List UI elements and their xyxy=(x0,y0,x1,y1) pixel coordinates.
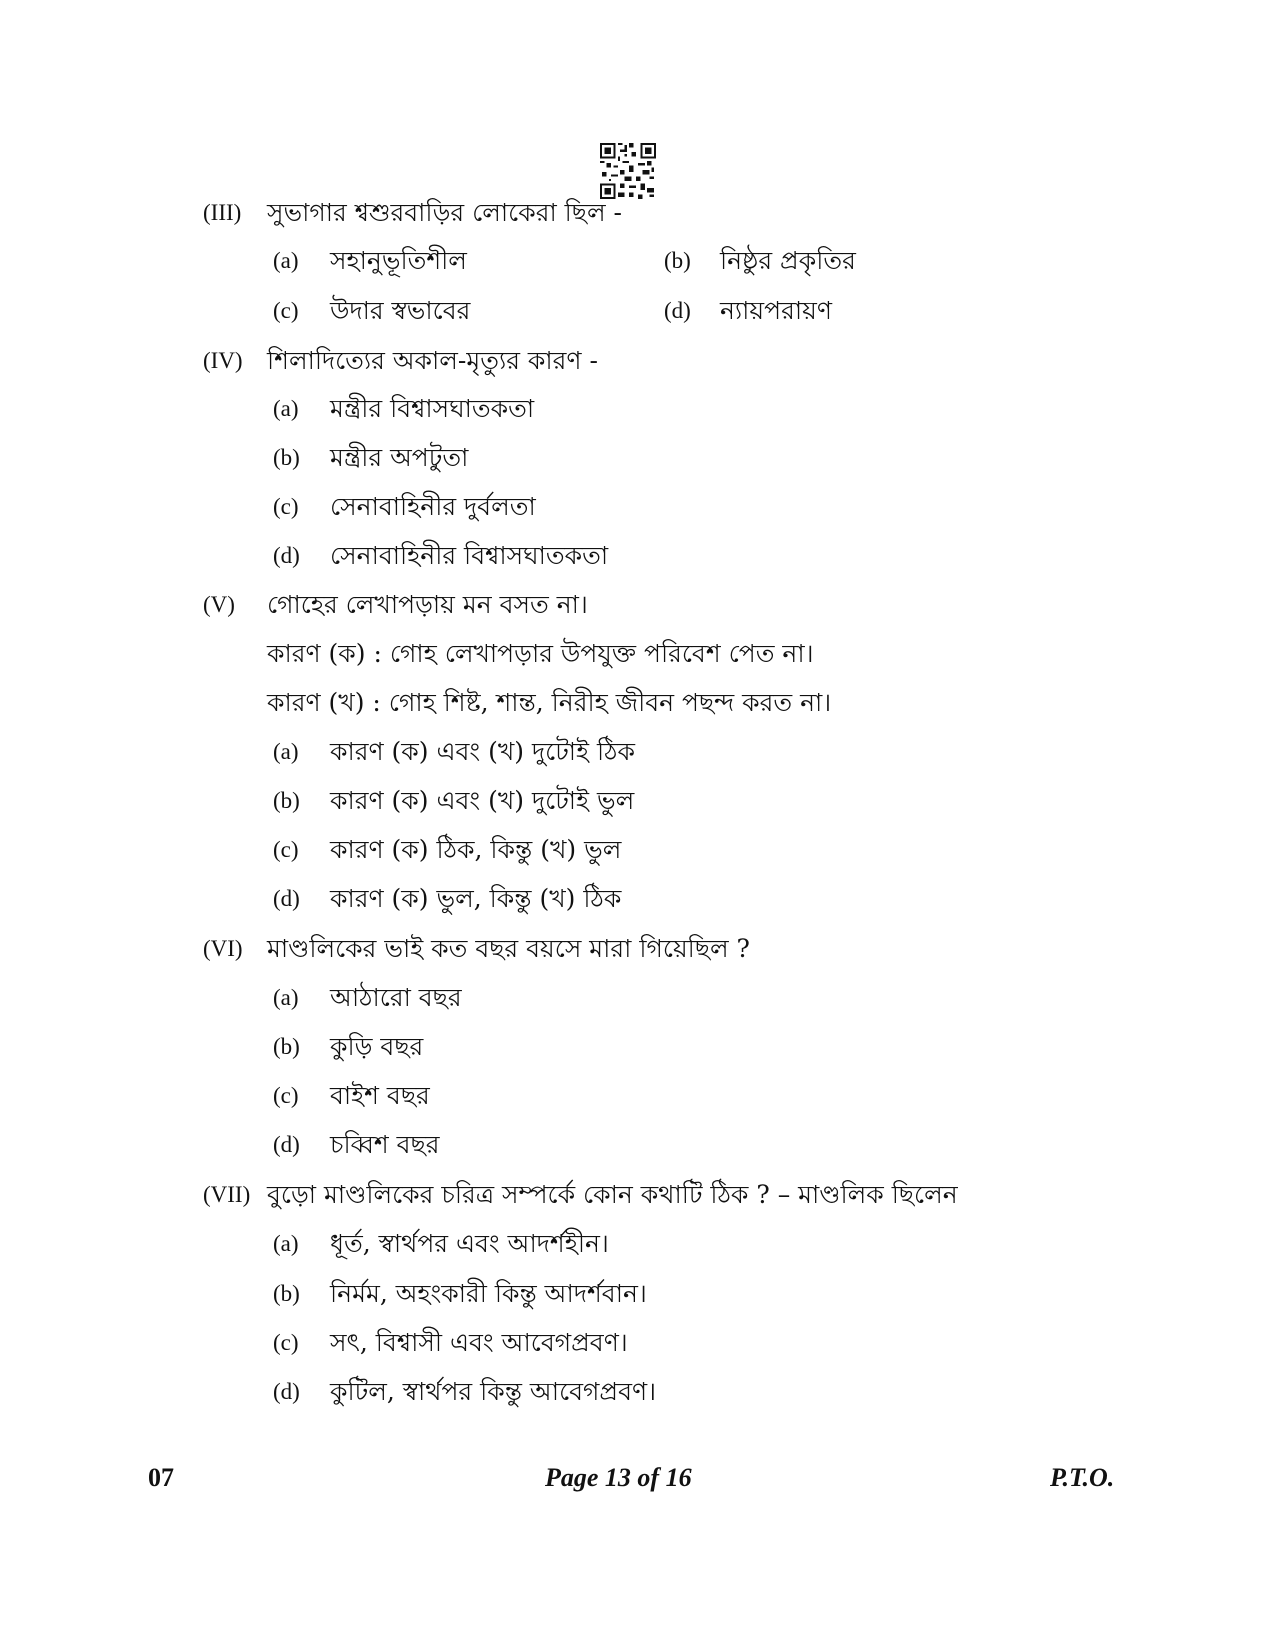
option-text: বাইশ বছর xyxy=(330,1081,430,1110)
option-label: (d) xyxy=(273,1132,300,1157)
pto-label: P.T.O. xyxy=(1050,1463,1115,1492)
question-number: (V) xyxy=(203,592,235,617)
option-text: সৎ, বিশ্বাসী এবং আবেগপ্রবণ। xyxy=(330,1328,628,1357)
option-text: আঠারো বছর xyxy=(330,983,462,1012)
option-text: কারণ (ক) ভুল, কিন্তু (খ) ঠিক xyxy=(330,884,622,913)
option-label: (c) xyxy=(273,1330,299,1355)
option-label: (c) xyxy=(273,1083,299,1108)
question-number: (VII) xyxy=(203,1182,251,1207)
option-text: মন্ত্রীর অপটুতা xyxy=(330,443,469,472)
question-text: গোহের লেখাপড়ায় মন বসত না। xyxy=(267,590,588,619)
option-text: ধূর্ত, স্বার্থপর এবং আদর্শহীন। xyxy=(330,1229,609,1258)
option-label: (d) xyxy=(273,886,300,911)
paper-code: 07 xyxy=(148,1463,174,1492)
option-text: কারণ (ক) এবং (খ) দুটোই ভুল xyxy=(330,786,635,815)
option-label: (a) xyxy=(273,396,299,421)
option-label: (b) xyxy=(273,445,300,470)
question-number: (VI) xyxy=(203,936,243,961)
option-label: (b) xyxy=(664,248,691,273)
option-text: চব্বিশ বছর xyxy=(330,1130,440,1159)
option-label: (d) xyxy=(664,298,691,323)
option-label: (c) xyxy=(273,494,299,519)
option-label: (a) xyxy=(273,985,299,1010)
option-label: (b) xyxy=(273,1281,300,1306)
option-text: সহানুভূতিশীল xyxy=(330,246,467,275)
option-text: কারণ (ক) ঠিক, কিন্তু (খ) ভুল xyxy=(330,835,622,864)
question-number: (III) xyxy=(203,200,242,225)
question-text: শিলাদিত্যের অকাল-মৃত্যুর কারণ - xyxy=(267,346,598,375)
option-text: কারণ (ক) এবং (খ) দুটোই ঠিক xyxy=(330,737,636,766)
option-text: উদার স্বভাবের xyxy=(330,296,471,325)
qr-code-image xyxy=(600,143,656,199)
option-text: নিষ্ঠুর প্রকৃতির xyxy=(720,246,856,275)
question-text: বুড়ো মাণ্ডলিকের চরিত্র সম্পর্কে কোন কথাটি ঠিক ? – মাণ্ডলিক ছিলেন xyxy=(267,1180,958,1209)
option-text: সেনাবাহিনীর দুর্বলতা xyxy=(330,492,536,521)
reason-b-text: কারণ (খ) : গোহ শিষ্ট, শান্ত, নিরীহ জীবন পছন্দ করত না। xyxy=(267,688,832,717)
option-text: সেনাবাহিনীর বিশ্বাসঘাতকতা xyxy=(330,541,609,570)
reason-a-text: কারণ (ক) : গোহ লেখাপড়ার উপযুক্ত পরিবেশ পেত না। xyxy=(267,639,814,668)
option-label: (d) xyxy=(273,1379,300,1404)
question-text: মাণ্ডলিকের ভাই কত বছর বয়সে মারা গিয়েছিল ? xyxy=(267,934,750,963)
page-number: Page 13 of 16 xyxy=(545,1463,692,1492)
option-text: নির্মম, অহংকারী কিন্তু আদর্শবান। xyxy=(330,1279,647,1308)
option-label: (c) xyxy=(273,837,299,862)
option-text: ন্যায়পরায়ণ xyxy=(720,296,832,325)
option-text: মন্ত্রীর বিশ্বাসঘাতকতা xyxy=(330,394,535,423)
option-label: (d) xyxy=(273,543,300,568)
option-text: কুটিল, স্বার্থপর কিন্তু আবেগপ্রবণ। xyxy=(330,1377,657,1406)
option-label: (c) xyxy=(273,298,299,323)
option-label: (a) xyxy=(273,1231,299,1256)
question-text: সুভাগার শ্বশুরবাড়ির লোকেরা ছিল - xyxy=(267,198,622,227)
question-number: (IV) xyxy=(203,348,243,373)
option-label: (b) xyxy=(273,1034,300,1059)
option-text: কুড়ি বছর xyxy=(330,1032,424,1061)
option-label: (a) xyxy=(273,739,299,764)
option-label: (b) xyxy=(273,788,300,813)
option-label: (a) xyxy=(273,248,299,273)
